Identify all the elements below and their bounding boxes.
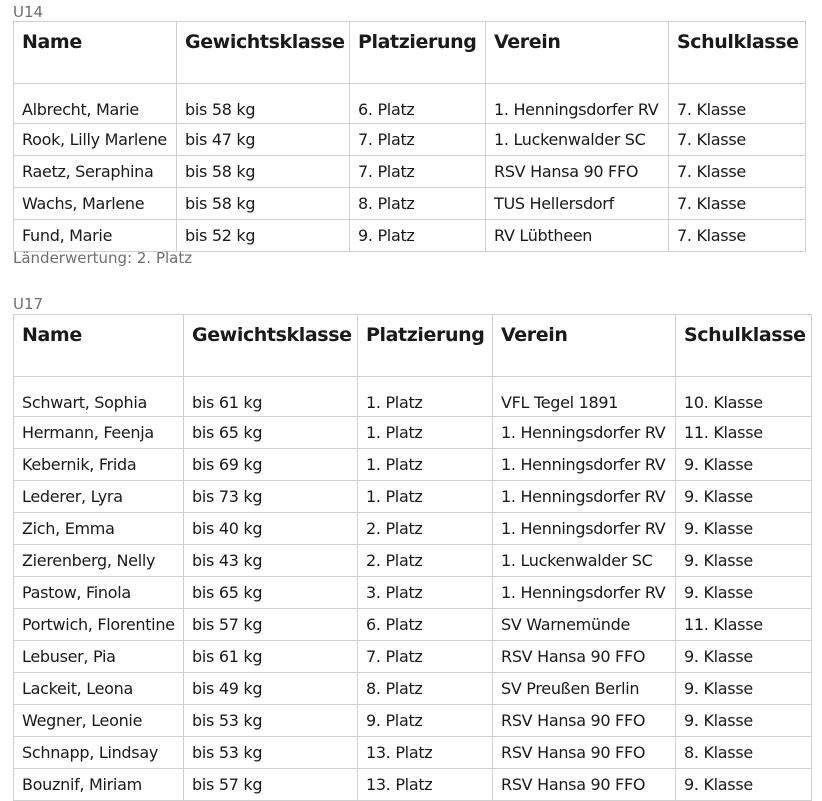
cell-schulklasse: 7. Klasse [669,124,806,156]
column-header-schulklasse: Schulklasse [669,22,806,84]
cell-verein: RSV Hansa 90 FFO [493,641,676,673]
cell-schulklasse: 8. Klasse [676,737,812,769]
cell-verein: 1. Luckenwalder SC [493,545,676,577]
cell-gewichtsklasse: bis 73 kg [184,481,358,513]
laenderwertung-note: Länderwertung: 2. Platz [13,249,193,267]
column-header-verein: Verein [493,315,676,377]
table-row [14,481,812,513]
results-table-u14 [13,21,806,252]
cell-schulklasse: 9. Klasse [676,481,812,513]
table-row [14,609,812,641]
cell-platzierung: 1. Platz [358,481,493,513]
table-row [14,513,812,545]
cell-name: Zich, Emma [14,513,184,545]
table-row [14,124,806,156]
cell-gewichtsklasse: bis 61 kg [184,641,358,673]
column-header-gewichtsklasse: Gewichtsklasse [177,22,350,84]
cell-verein: 1. Henningsdorfer RV [493,481,676,513]
cell-verein: SV Preußen Berlin [493,673,676,705]
cell-schulklasse: 11. Klasse [676,417,812,449]
column-header-platzierung: Platzierung [350,22,486,84]
cell-platzierung: 13. Platz [358,769,493,801]
table-row [14,577,812,609]
cell-schulklasse: 11. Klasse [676,609,812,641]
cell-gewichtsklasse: bis 49 kg [184,673,358,705]
cell-name: Wegner, Leonie [14,705,184,737]
cell-schulklasse: 9. Klasse [676,705,812,737]
table-row [14,417,812,449]
cell-gewichtsklasse: bis 53 kg [184,705,358,737]
cell-schulklasse: 9. Klasse [676,545,812,577]
column-header-verein: Verein [486,22,669,84]
cell-name: Rook, Lilly Marlene [14,124,177,156]
table-body-u17 [14,377,812,801]
table-row [14,449,812,481]
column-header-gewichtsklasse: Gewichtsklasse [184,315,358,377]
cell-platzierung: 1. Platz [358,449,493,481]
cell-gewichtsklasse: bis 61 kg [184,377,358,417]
table-header-row [14,22,806,84]
cell-schulklasse: 9. Klasse [676,769,812,801]
table-row [14,705,812,737]
cell-schulklasse: 7. Klasse [669,84,806,124]
cell-gewichtsklasse: bis 47 kg [177,124,350,156]
table-row [14,737,812,769]
cell-verein: 1. Henningsdorfer RV [493,417,676,449]
cell-verein: RSV Hansa 90 FFO [493,769,676,801]
cell-verein: 1. Luckenwalder SC [486,124,669,156]
cell-name: Lackeit, Leona [14,673,184,705]
cell-schulklasse: 9. Klasse [676,449,812,481]
table-caption-u17: U17 [13,295,44,313]
cell-platzierung: 13. Platz [358,737,493,769]
cell-gewichtsklasse: bis 69 kg [184,449,358,481]
cell-platzierung: 6. Platz [358,609,493,641]
cell-gewichtsklasse: bis 57 kg [184,609,358,641]
cell-name: Kebernik, Frida [14,449,184,481]
cell-verein: 1. Henningsdorfer RV [493,513,676,545]
cell-platzierung: 1. Platz [358,377,493,417]
column-header-name: Name [14,315,184,377]
cell-platzierung: 2. Platz [358,545,493,577]
table-row [14,641,812,673]
cell-name: Hermann, Feenja [14,417,184,449]
cell-platzierung: 1. Platz [358,417,493,449]
cell-schulklasse: 7. Klasse [669,220,806,252]
cell-name: Pastow, Finola [14,577,184,609]
cell-verein: 1. Henningsdorfer RV [486,84,669,124]
cell-gewichtsklasse: bis 52 kg [177,220,350,252]
cell-name: Zierenberg, Nelly [14,545,184,577]
cell-gewichtsklasse: bis 65 kg [184,577,358,609]
cell-platzierung: 6. Platz [350,84,486,124]
cell-schulklasse: 9. Klasse [676,577,812,609]
cell-gewichtsklasse: bis 58 kg [177,188,350,220]
table-header-row [14,315,812,377]
cell-gewichtsklasse: bis 65 kg [184,417,358,449]
table-row [14,377,812,417]
cell-verein: RSV Hansa 90 FFO [493,705,676,737]
cell-verein: RSV Hansa 90 FFO [493,737,676,769]
cell-schulklasse: 10. Klasse [676,377,812,417]
table-row [14,188,806,220]
cell-platzierung: 7. Platz [350,124,486,156]
cell-verein: 1. Henningsdorfer RV [493,577,676,609]
cell-verein: RSV Hansa 90 FFO [486,156,669,188]
cell-platzierung: 7. Platz [350,156,486,188]
table-body-u14 [14,84,806,252]
cell-gewichtsklasse: bis 57 kg [184,769,358,801]
cell-platzierung: 3. Platz [358,577,493,609]
cell-gewichtsklasse: bis 53 kg [184,737,358,769]
column-header-schulklasse: Schulklasse [676,315,812,377]
cell-verein: VFL Tegel 1891 [493,377,676,417]
cell-platzierung: 9. Platz [358,705,493,737]
cell-gewichtsklasse: bis 58 kg [177,84,350,124]
cell-verein: RV Lübtheen [486,220,669,252]
cell-schulklasse: 7. Klasse [669,156,806,188]
cell-platzierung: 8. Platz [358,673,493,705]
table-row [14,220,806,252]
cell-name: Schwart, Sophia [14,377,184,417]
table-row [14,673,812,705]
cell-name: Schnapp, Lindsay [14,737,184,769]
table-row [14,156,806,188]
cell-name: Fund, Marie [14,220,177,252]
table-row [14,769,812,801]
cell-platzierung: 8. Platz [350,188,486,220]
cell-verein: SV Warnemünde [493,609,676,641]
column-header-name: Name [14,22,177,84]
table-row [14,545,812,577]
cell-name: Bouznif, Miriam [14,769,184,801]
cell-name: Wachs, Marlene [14,188,177,220]
cell-gewichtsklasse: bis 58 kg [177,156,350,188]
table-caption-u14: U14 [13,3,44,21]
cell-platzierung: 9. Platz [350,220,486,252]
column-header-platzierung: Platzierung [358,315,493,377]
table-row [14,84,806,124]
cell-verein: TUS Hellersdorf [486,188,669,220]
cell-name: Lederer, Lyra [14,481,184,513]
cell-name: Portwich, Florentine [14,609,184,641]
cell-gewichtsklasse: bis 43 kg [184,545,358,577]
cell-schulklasse: 9. Klasse [676,513,812,545]
cell-schulklasse: 9. Klasse [676,673,812,705]
cell-name: Lebuser, Pia [14,641,184,673]
cell-gewichtsklasse: bis 40 kg [184,513,358,545]
cell-platzierung: 2. Platz [358,513,493,545]
cell-schulklasse: 9. Klasse [676,641,812,673]
results-table-u17 [13,314,812,801]
cell-schulklasse: 7. Klasse [669,188,806,220]
cell-name: Albrecht, Marie [14,84,177,124]
cell-name: Raetz, Seraphina [14,156,177,188]
cell-platzierung: 7. Platz [358,641,493,673]
cell-verein: 1. Henningsdorfer RV [493,449,676,481]
